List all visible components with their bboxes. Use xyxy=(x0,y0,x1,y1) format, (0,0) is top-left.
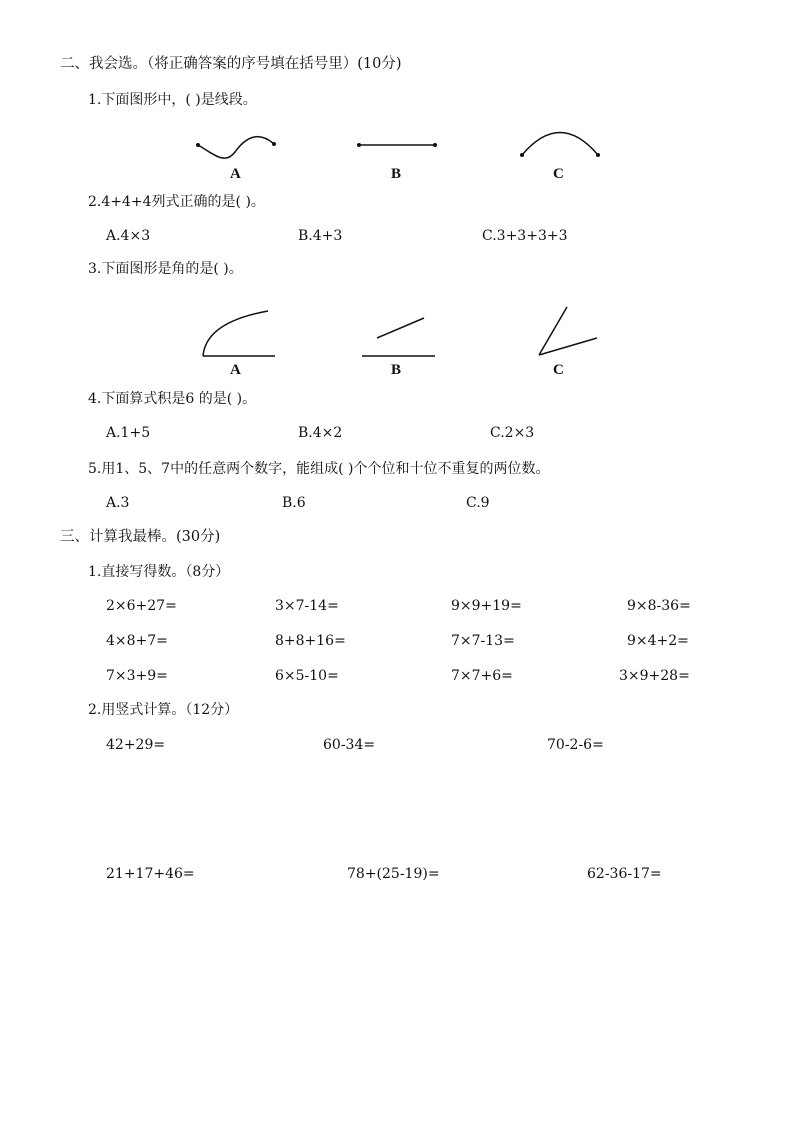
oral-calc-item: 4×8+7= xyxy=(106,633,168,649)
question-4-option-b: B.4×2 xyxy=(298,425,343,441)
question-5-option-b: B.6 xyxy=(282,495,306,511)
figure-q1-c-arc xyxy=(520,133,600,158)
question-2-option-a: A.4×3 xyxy=(106,228,151,244)
question-4-option-a: A.1+5 xyxy=(106,425,151,441)
question-2-option-c: C.3+3+3+3 xyxy=(482,228,568,244)
question-5-option-a: A.3 xyxy=(106,495,130,511)
oral-calc-item: 3×9+28= xyxy=(619,668,690,684)
vertical-calc-item: 70-2-6= xyxy=(547,737,604,753)
question-3-stem: 3.下面图形是角的是( )。 xyxy=(88,261,243,277)
figure-label-q3-b: B xyxy=(391,362,402,378)
calc-part-1-title: 1.直接写得数。（8分） xyxy=(88,564,230,580)
oral-calc-item: 9×8-36= xyxy=(627,598,691,614)
section-heading-choice: 二、我会选。（将正确答案的序号填在括号里）(10分) xyxy=(60,56,402,72)
question-1-stem: 1.下面图形中，( )是线段。 xyxy=(88,92,257,108)
vertical-calc-item: 62-36-17= xyxy=(587,866,662,882)
figure-q1-b-segment xyxy=(357,143,437,147)
section-heading-calculation: 三、计算我最棒。(30分) xyxy=(60,529,221,545)
oral-calc-item: 6×5-10= xyxy=(275,668,339,684)
vertical-calc-item: 21+17+46= xyxy=(106,866,195,882)
vertical-calc-item: 42+29= xyxy=(106,737,166,753)
figure-q1-a-curve xyxy=(196,137,276,159)
calc-part-2-title: 2.用竖式计算。（12分） xyxy=(88,702,239,718)
vertical-calc-item: 60-34= xyxy=(323,737,376,753)
figure-label-q1-b: B xyxy=(391,166,402,182)
question-5-option-c: C.9 xyxy=(466,495,490,511)
question-4-option-c: C.2×3 xyxy=(490,425,535,441)
oral-calc-item: 7×7+6= xyxy=(451,668,513,684)
vertical-calc-item: 78+(25-19)= xyxy=(347,866,440,882)
oral-calc-item: 8+8+16= xyxy=(275,633,346,649)
oral-calc-item: 7×7-13= xyxy=(451,633,515,649)
oral-calc-item: 9×9+19= xyxy=(451,598,522,614)
question-2-option-b: B.4+3 xyxy=(298,228,343,244)
figure-label-q1-c: C xyxy=(553,166,564,182)
oral-calc-item: 3×7-14= xyxy=(275,598,339,614)
oral-calc-item: 7×3+9= xyxy=(106,668,168,684)
question-5-stem: 5.用1、5、7中的任意两个数字，能组成( )个个位和十位不重复的两位数。 xyxy=(88,461,550,477)
oral-calc-item: 9×4+2= xyxy=(627,633,689,649)
question-2-stem: 2.4+4+4列式正确的是( )。 xyxy=(88,194,265,210)
figure-q3-a xyxy=(203,311,275,356)
question-4-stem: 4.下面算式积是6 的是( )。 xyxy=(88,391,257,407)
figure-label-q3-c: C xyxy=(553,362,564,378)
figure-q3-c-angle xyxy=(539,307,597,355)
oral-calc-item: 2×6+27= xyxy=(106,598,177,614)
figure-label-q1-a: A xyxy=(230,166,241,182)
figure-label-q3-a: A xyxy=(230,362,241,378)
figure-q3-b xyxy=(362,318,435,356)
